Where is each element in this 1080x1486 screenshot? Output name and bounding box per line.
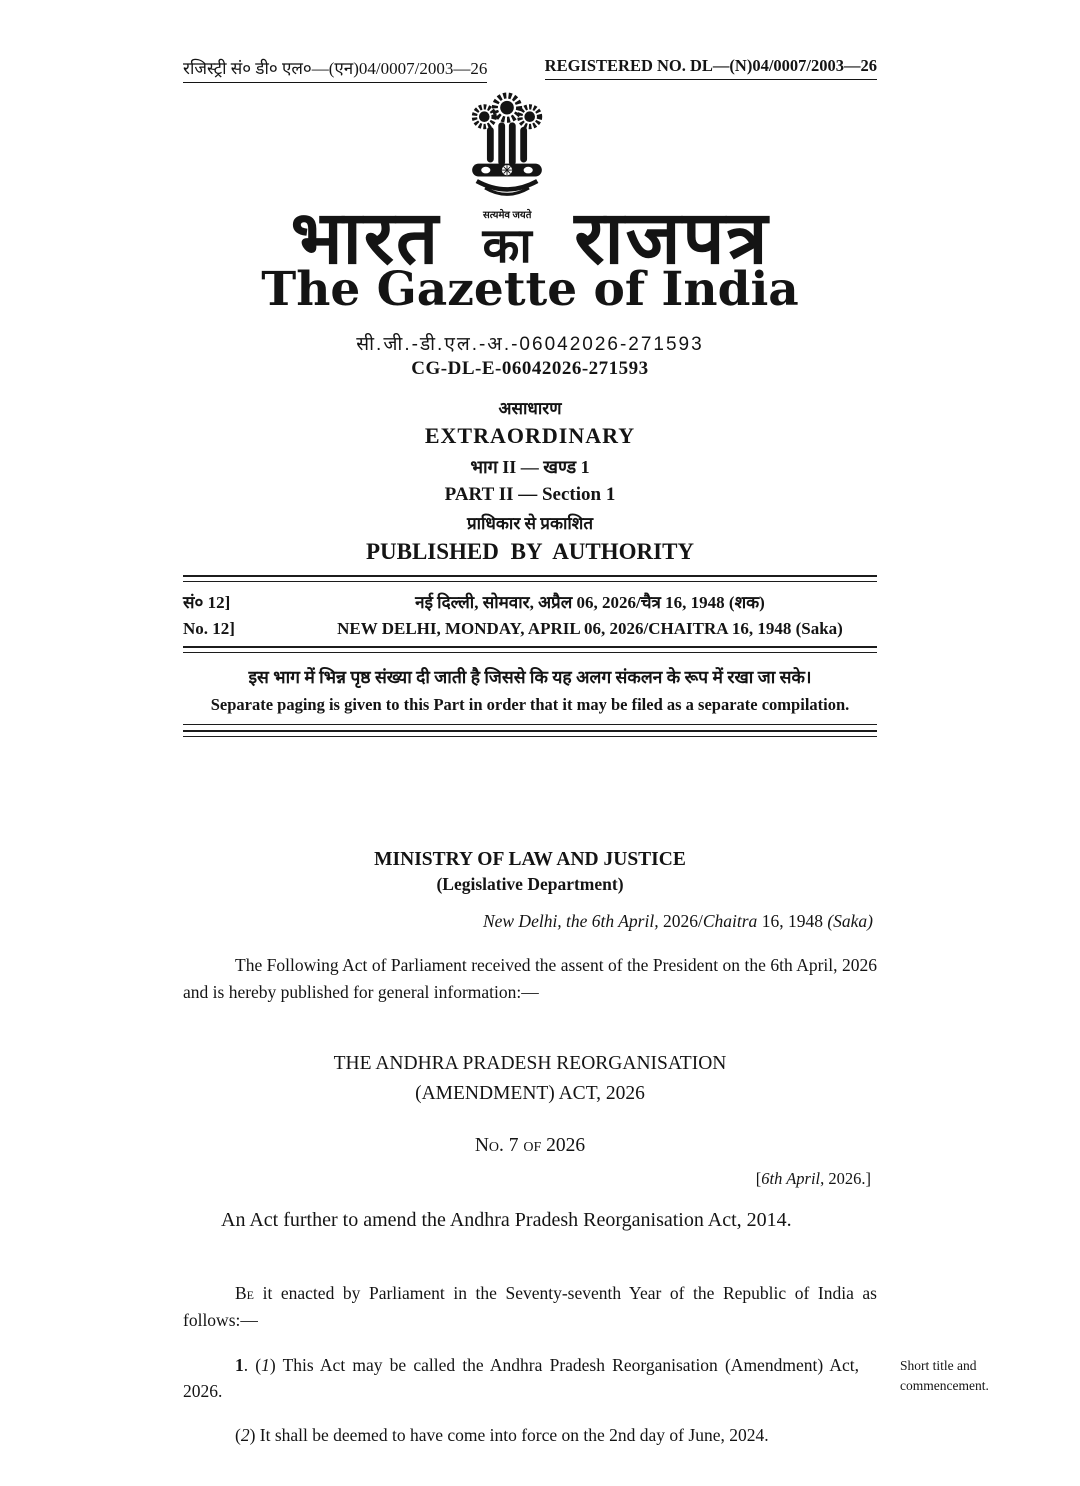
emblem-motto: सत्यमेव जयते: [482, 210, 532, 221]
masthead-title-row: [183, 89, 877, 281]
assent-date-bracket: [183, 1169, 877, 1189]
dateline-part2: 2026/: [662, 911, 703, 932]
section-1-subsection-1: 1. (1) This Act may be called the Andhra Pradesh Reorganisation (Amendment) Act, 2026.: [183, 1355, 860, 1402]
issue-date-english: NEW DELHI, MONDAY, APRIL 06, 2026/CHAITRA 16, 1948 (Saka): [337, 619, 843, 639]
bracket-open: [: [755, 1169, 762, 1189]
registry-number-hindi: रजिस्ट्री सं० डी० एल०—(एन)04/0007/2003—26: [183, 56, 487, 83]
cg-code-hindi: सी.जी.-डी.एल.-अ.-06042026-271593: [356, 334, 704, 356]
dateline-part4: 16, 1948: [757, 911, 828, 932]
ministry-department: (Legislative Department): [436, 874, 624, 895]
bracket-close: , 2026.]: [820, 1169, 871, 1189]
issue-date-hindi: नई दिल्ली, सोमवार, अप्रैल 06, 2026/चैत्र 16, 1948 (शक): [415, 593, 765, 613]
double-rule-bottom: [183, 730, 877, 737]
double-rule-mid: [183, 646, 877, 653]
cg-code-english: CG-DL-E-06042026-271593: [411, 358, 649, 380]
section-1-text: [183, 1352, 859, 1448]
issue-row-hindi: [183, 590, 877, 613]
masthead-title-hindi-left: भारत: [290, 198, 441, 281]
registered-number-english: REGISTERED NO. DL—(N)04/0007/2003—26: [545, 56, 877, 80]
section-1-block: [183, 1352, 989, 1448]
issue-number-hindi: सं० 12]: [183, 593, 231, 613]
issue-number-english: No. 12]: [183, 619, 235, 639]
assent-paragraph: The Following Act of Parliament received the assent of the President on the 6th April, 2026 and is hereby published for general information:—: [183, 955, 877, 1002]
double-rule-top: [183, 575, 877, 582]
registry-header: [183, 56, 877, 83]
act-title-line1: THE ANDHRA PRADESH REORGANISATION: [333, 1052, 727, 1074]
dateline-part1: New Delhi, the 6th April,: [482, 911, 663, 932]
published-authority-hindi: प्राधिकार से प्रकाशित: [466, 514, 594, 534]
masthead-title-hindi-right: राजपत्र: [574, 198, 770, 281]
masthead-emblem-column: [454, 89, 560, 271]
issue-row-block: [183, 582, 877, 646]
paging-notice-english: Separate paging is given to this Part in order that it may be filed as a separate compilation.: [210, 695, 850, 715]
act-title-line2: (AMENDMENT) ACT, 2026: [415, 1083, 645, 1105]
act-number: No. 7 of 2026: [474, 1135, 586, 1157]
page-content: [183, 56, 989, 1448]
notice-rules: [183, 724, 877, 737]
paging-notice: [183, 665, 877, 715]
dateline-part3: Chaitra: [702, 911, 758, 932]
ashoka-emblem-icon: [454, 89, 560, 205]
thin-rule: [183, 724, 877, 725]
section-number: 1: [235, 1355, 244, 1376]
bracket-date: 6th April: [761, 1169, 821, 1189]
extraordinary-hindi: असाधारण: [498, 399, 562, 419]
masthead-title-hindi-middle: का: [482, 220, 532, 273]
ministry-name: MINISTRY OF LAW AND JUSTICE: [374, 849, 686, 871]
edition-block: [183, 396, 877, 565]
enacting-clause: [183, 1280, 877, 1334]
act-long-title: An Act further to amend the Andhra Pradesh Reorganisation Act, 2014.: [221, 1209, 792, 1232]
paging-notice-hindi: इस भाग में भिन्न पृष्ठ संख्या दी जाती है जिससे कि यह अलग संकलन के रूप में रखा जा सके।: [248, 667, 812, 688]
enacting-rest: it enacted by Parliament in the Seventy-seventh Year of the Republic of India as follows:—: [183, 1283, 877, 1331]
section-1-subsection-2: (2) It shall be deemed to have come into force on the 2nd day of June, 2024.: [235, 1425, 769, 1446]
issue-row-english: [183, 619, 877, 639]
dateline-part5: (Saka): [827, 911, 873, 932]
extraordinary-english: EXTRAORDINARY: [424, 423, 636, 449]
part-section-english: PART II — Section 1: [444, 484, 616, 506]
act-title: [183, 1049, 877, 1109]
enacting-smallcaps: Be: [235, 1283, 255, 1304]
masthead-title-english: The Gazette of India: [261, 262, 799, 317]
published-authority-english: PUBLISHED BY AUTHORITY: [365, 539, 695, 565]
cg-codes: [183, 330, 877, 380]
part-section-hindi: भाग II — खण्ड 1: [470, 457, 590, 478]
marginal-note: Short title and commencement.: [900, 1358, 989, 1393]
ministry-heading: [183, 849, 877, 895]
masthead: [183, 89, 877, 317]
dateline: [183, 911, 877, 932]
